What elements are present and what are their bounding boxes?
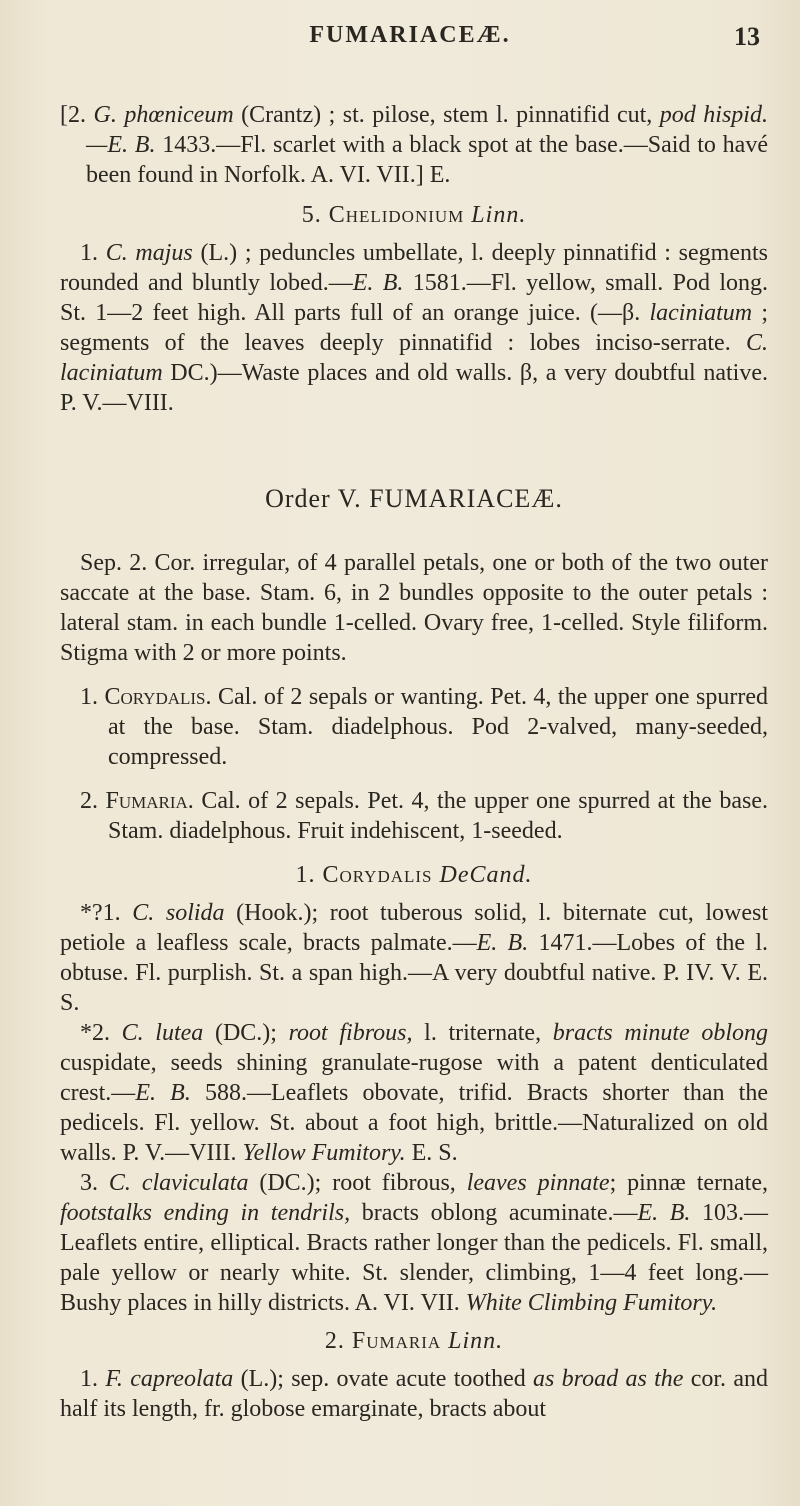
entry-text: (Hook.); root tuberous solid, l. biternate cut, lowest petiole a leafless scale, bracts palmate.— (60, 900, 768, 956)
reference: E. B. (476, 930, 529, 956)
italic-phrase: root fibrous, (288, 1020, 413, 1046)
genus-heading-fumaria (60, 1326, 768, 1356)
entry-text-2: cor. and half its length, fr. globose emarginate, bracts about (60, 1366, 769, 1422)
genus-number: 1. (295, 862, 316, 888)
entry-text-2: ; pinnæ ternate, (609, 1170, 768, 1196)
key-text: Cal. of 2 sepals or wanting. Pet. 4, the upper one spurred at the base. Stam. diadelphous. Pod 2-valved, many-seeded, compressed. (108, 684, 769, 770)
entry-text-4: 588.—Leaflets obovate, trifid. Bracts shorter than the pedicels. Fl. yellow. St. about a foot high, brittle.—Naturalized on old walls. P. V.—VIII. (60, 1080, 768, 1166)
genus-number: 5. (301, 202, 322, 228)
genus-number: 2. (324, 1328, 345, 1354)
entry-text-2: 1581.—Fl. yellow, small. Pod long. St. 1—2 feet high. All parts full of an orange juice. (—β. (60, 270, 769, 326)
reference: E. B. (135, 1080, 191, 1106)
italic-phrase-2: footstalks ending in tendrils, (60, 1200, 351, 1226)
entry-text-3: ; segments of the leaves deeply pinnatifid : lobes inciso-serrate. (60, 300, 769, 356)
order-description: Sep. 2. Cor. irregular, of 4 parallel petals, one or both of the two outer saccate at the base. Stam. 6, in 2 bundles opposite to the outer petals : lateral stam. in each bundle 1-celled. Ovary free, 1-celled. Style filiform. Stigma with 2 or more points. (60, 550, 768, 666)
italic-phrase-2: bracts minute oblong (552, 1020, 769, 1046)
reference: E. B. (352, 270, 404, 296)
species-name: C. majus (105, 240, 193, 266)
entry-number: *2. (80, 1020, 122, 1046)
page-number: 13 (734, 22, 760, 51)
entry-text: (L.); sep. ovate acute toothed (233, 1366, 534, 1392)
key-genus: Corydalis. (104, 684, 212, 710)
italic-phrase: as broad as the (533, 1366, 684, 1392)
running-head: FUMARIACEÆ. (309, 22, 511, 48)
entry-text: (Crantz) ; st. pilose, stem l. pinnatifid cut, (233, 102, 660, 128)
genus-name: Chelidonium (328, 202, 465, 228)
entry-number: 1. (80, 1366, 106, 1392)
species-entry-glaucium-phoeniceum (60, 100, 768, 190)
genus-name: Fumaria (351, 1328, 442, 1354)
genus-heading-corydalis (60, 860, 768, 890)
entry-number: 1. (80, 240, 106, 266)
genus-authority: DeCand. (439, 862, 533, 888)
species-entry-corydalis-lutea (60, 1018, 768, 1168)
page-body (60, 100, 768, 1424)
entry-tail: E. S. (405, 1140, 458, 1166)
entry-text-3: bracts oblong acuminate.— (350, 1200, 638, 1226)
entry-number: *?1. (80, 900, 133, 926)
key-number: 1. (80, 684, 105, 710)
species-name: G. phœniceum (93, 102, 234, 128)
genus-key-corydalis (60, 682, 768, 772)
entry-italic-text: pod hispid.—E. B. (86, 102, 768, 158)
entry-text-2: 1471.—Lobes of the l. obtuse. Fl. purplish. St. a span high.—A very doubtful native. P. IV. V. (60, 930, 768, 986)
key-number: 2. (80, 788, 106, 814)
species-name: F. capreolata (105, 1366, 234, 1392)
reference: E. B. (637, 1200, 691, 1226)
common-name: Yellow Fumitory. (242, 1140, 406, 1166)
genus-key-fumaria (60, 786, 768, 846)
genus-authority: Linn. (471, 202, 527, 228)
species-name: C. lutea (121, 1020, 204, 1046)
italic-phrase: leaves pinnate (466, 1170, 610, 1196)
entry-text-3: cuspidate, seeds shining granulate-rugose with a patent denticulated crest.— (60, 1050, 768, 1106)
genus-heading-chelidonium (60, 200, 768, 230)
genus-name: Corydalis (322, 862, 433, 888)
species-name: C. claviculata (108, 1170, 249, 1196)
entry-text: (DC.); root fibrous, (248, 1170, 467, 1196)
key-text: Cal. of 2 sepals. Pet. 4, the upper one spurred at the base. Stam. diadelphous. Fruit indehiscent, 1-seeded. (108, 788, 768, 844)
order-heading: Order V. FUMARIACEÆ. (265, 484, 563, 513)
key-genus: Fumaria. (105, 788, 194, 814)
entry-number: [2. (60, 102, 94, 128)
common-name: White Climbing Fumitory. (465, 1290, 718, 1316)
entry-text: (DC.); (203, 1020, 289, 1046)
entry-tail: E. S. (60, 960, 768, 1016)
species-entry-corydalis-claviculata (60, 1168, 768, 1318)
variety-name: laciniatum (649, 300, 753, 326)
entry-text-4: DC.)—Waste places and old walls. β, a very doubtful native. P. V.—VIII. (60, 360, 768, 416)
entry-text-continued: 1433.—Fl. scarlet with a black spot at the base.—Said to havé been found in Norfolk. A. VI. VII.] E. (86, 132, 768, 188)
species-entry-chelidonium-majus (60, 238, 768, 418)
species-entry-corydalis-solida (60, 898, 768, 1018)
species-entry-fumaria-capreolata (60, 1364, 768, 1424)
entry-number: 3. (80, 1170, 109, 1196)
entry-text: (L.) ; peduncles umbellate, l. deeply pinnatifid : segments rounded and bluntly lobed.— (60, 240, 768, 296)
entry-text-4: 103.—Leaflets entire, elliptical. Bracts rather longer than the pedicels. Fl. small, pale yellow or nearly white. St. slender, climbing, 1—4 feet long.—Bushy places in hilly districts. A. VI. VII. (60, 1200, 768, 1316)
species-name: C. solida (132, 900, 225, 926)
genus-authority: Linn. (448, 1328, 504, 1354)
page-header (60, 22, 760, 62)
synonym: C. laciniatum (60, 330, 768, 386)
entry-text-2: l. triternate, (412, 1020, 553, 1046)
